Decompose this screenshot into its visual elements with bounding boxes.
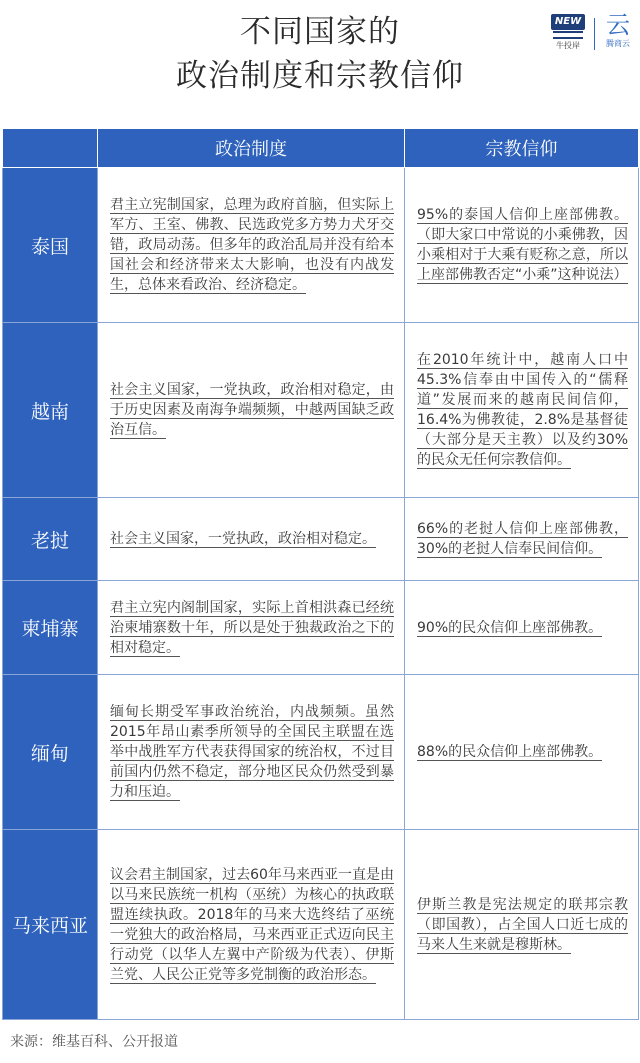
country-cell: 越南 bbox=[3, 323, 98, 498]
religion-text: 在2010年统计中，越南人口中45.3%信奉由中国传入的“儒释道”发展而来的越南民间信仰，16.4%为佛教徒，2.8%是基督徒（大部分是天主教）以及约30%的民众无任何宗教信仰。 bbox=[417, 352, 628, 468]
page-title-line1: 不同国家的 bbox=[240, 14, 400, 50]
politics-cell bbox=[98, 830, 405, 1020]
table-row bbox=[3, 498, 639, 581]
header bbox=[0, 0, 640, 128]
politics-text: 缅甸长期受军事政治统治，内战频频。虽然2015年昂山素季所领导的全国民主联盟在选举中战胜军方代表获得国家的统治权，不过目前国内仍然不稳定，部分地区民众仍然受到暴力和压迫。 bbox=[110, 704, 394, 800]
country-cell: 缅甸 bbox=[3, 675, 98, 830]
politics-text: 议会君主制国家，过去60年马来西亚一直是由以马来民族统一机构（巫统）为核心的执政联盟连续执政。2018年的马来大选终结了巫统一党独大的政治格局，马来西亚正式迈向民主行动党（以华人左翼中产阶级为代表）、伊斯兰党、人民公正党等多党制衡的政治形态。 bbox=[110, 866, 394, 983]
religion-cell bbox=[405, 323, 639, 498]
religion-cell bbox=[405, 830, 639, 1020]
source-note: 来源：维基百科、公开报道 bbox=[10, 1034, 178, 1050]
religion-cell bbox=[405, 498, 639, 581]
politics-cell bbox=[98, 581, 405, 675]
cloud-logo-caption: 腾商云 bbox=[606, 39, 630, 48]
header-corner bbox=[3, 129, 98, 168]
newsroom-logo bbox=[548, 14, 588, 54]
politics-cell bbox=[98, 323, 405, 498]
table-row bbox=[3, 581, 639, 675]
politics-text: 君主立宪制国家，总理为政府首脑，但实际上军方、王室、佛教、民选政党多方势力犬牙交错，政局动荡。但多年的政治乱局并没有给本国社会和经济带来太大影响，也没有内战发生，总体来看政治、经济稳定。 bbox=[110, 197, 394, 293]
religion-cell bbox=[405, 168, 639, 323]
country-cell: 老挝 bbox=[3, 498, 98, 581]
religion-text: 90%的民众信仰上座部佛教。 bbox=[417, 619, 603, 636]
page-title-line2: 政治制度和宗教信仰 bbox=[176, 58, 464, 94]
politics-text: 君主立宪内阁制国家，实际上首相洪森已经统治柬埔寨数十年，所以是处于独裁政治之下的相对稳定。 bbox=[110, 599, 394, 656]
table-header-row bbox=[3, 129, 639, 168]
religion-cell bbox=[405, 675, 639, 830]
table-row bbox=[3, 675, 639, 830]
table-row bbox=[3, 830, 639, 1020]
politics-text: 社会主义国家，一党执政，政治相对稳定。 bbox=[110, 531, 376, 547]
column-header-religion: 宗教信仰 bbox=[405, 129, 639, 168]
religion-text: 95%的泰国人信仰上座部佛教。（即大家口中常说的小乘佛教，因小乘相对于大乘有贬称之意，所以上座部佛教否定“小乘”这种说法） bbox=[417, 207, 628, 283]
politics-text: 社会主义国家，一党执政，政治相对稳定，由于历史因素及南海争端频频，中越两国缺乏政治互信。 bbox=[110, 382, 394, 438]
religion-cell bbox=[405, 581, 639, 675]
cloud-logo bbox=[600, 12, 636, 50]
logo-wing-icon bbox=[553, 31, 583, 39]
comparison-table bbox=[2, 128, 639, 1020]
table-row bbox=[3, 168, 639, 323]
new-badge: NEW bbox=[551, 14, 585, 30]
country-cell: 马来西亚 bbox=[3, 830, 98, 1020]
logo-caption: 牛投岸 bbox=[556, 41, 580, 50]
politics-cell bbox=[98, 675, 405, 830]
religion-text: 66%的老挝人信仰上座部佛教，30%的老挝人信奉民间信仰。 bbox=[417, 521, 628, 557]
cloud-logo-mark: 云 bbox=[606, 11, 630, 39]
religion-text: 88%的民众信仰上座部佛教。 bbox=[417, 744, 603, 760]
politics-cell bbox=[98, 168, 405, 323]
country-cell: 柬埔寨 bbox=[3, 581, 98, 675]
religion-text: 伊斯兰教是宪法规定的联邦宗教（即国教），占全国人口近七成的马来人生来就是穆斯林。 bbox=[417, 896, 628, 953]
country-cell: 泰国 bbox=[3, 168, 98, 323]
table-row bbox=[3, 323, 639, 498]
column-header-politics: 政治制度 bbox=[98, 129, 405, 168]
politics-cell bbox=[98, 498, 405, 581]
logo-divider bbox=[594, 18, 595, 50]
